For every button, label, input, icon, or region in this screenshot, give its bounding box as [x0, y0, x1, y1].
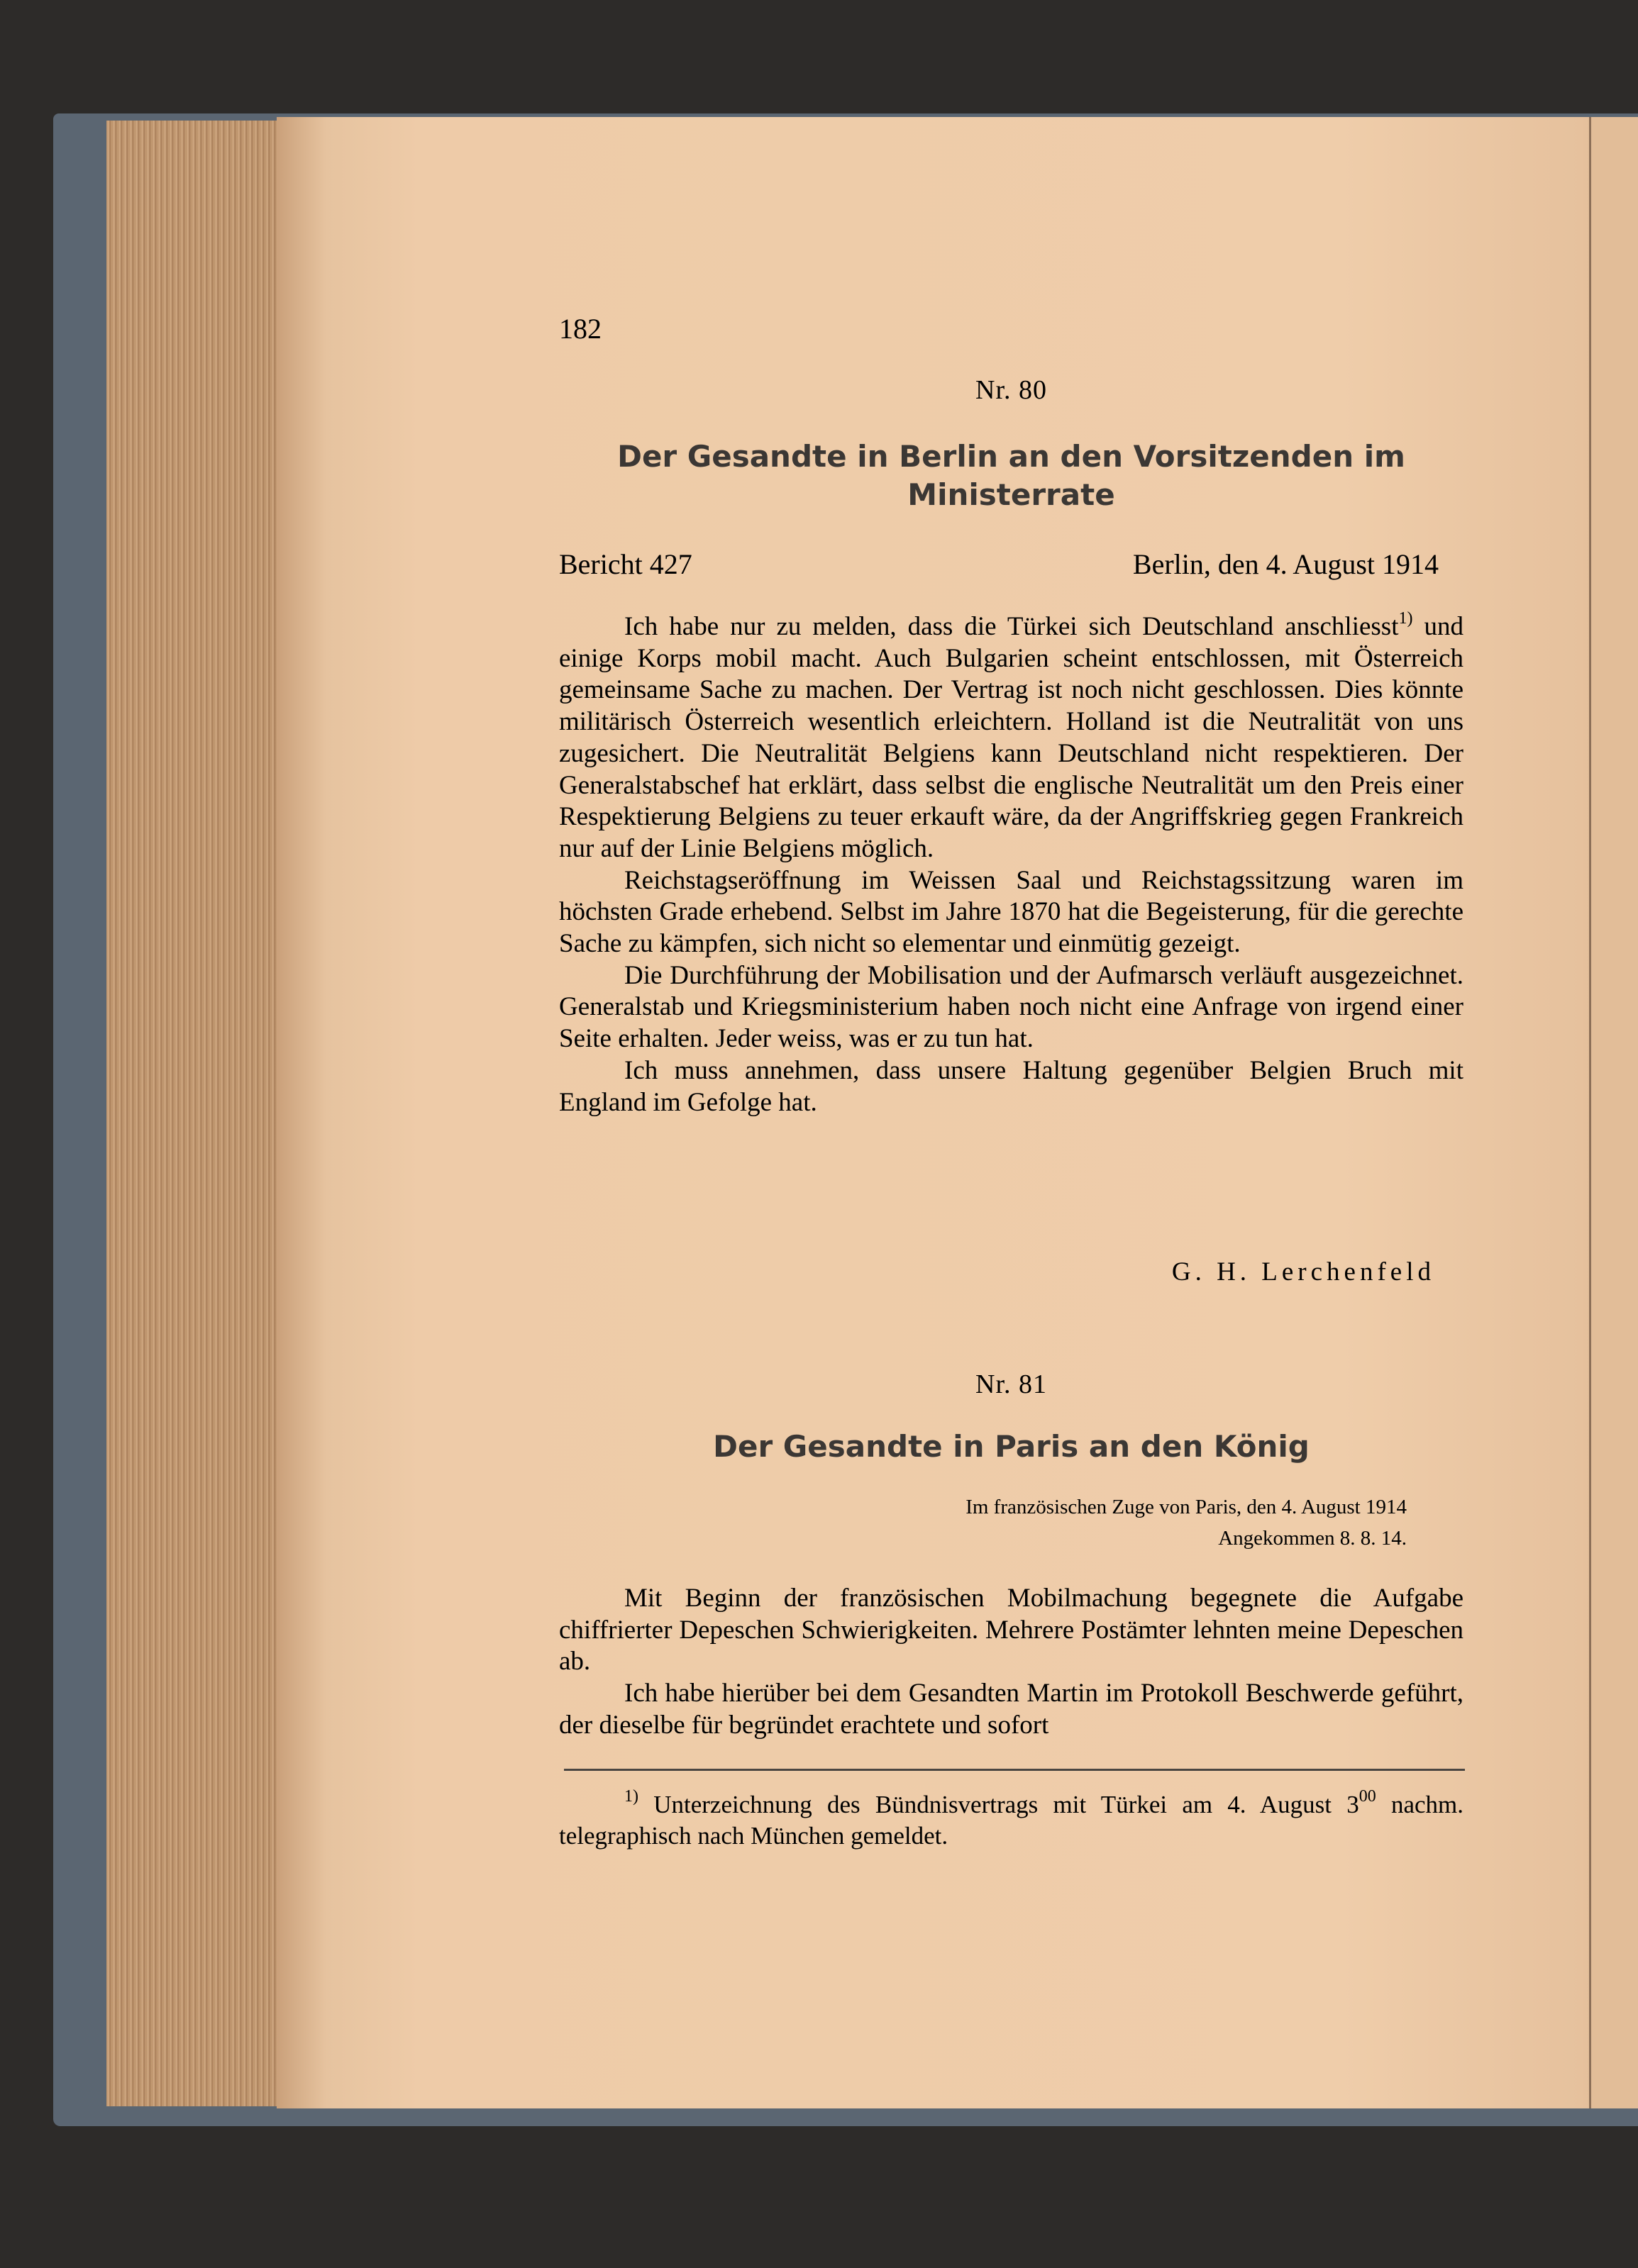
footnote: [559, 1789, 1463, 1852]
doc-81-number: Nr. 81: [975, 1369, 1047, 1399]
doc-80-paragraph-4: Ich muss annehmen, dass unsere Haltung gegenüber Belgien Bruch mit England im Gefolge hat.: [559, 1055, 1463, 1117]
doc-80-number-wrap: [559, 374, 1463, 406]
doc-81-body: [559, 1583, 1463, 1742]
doc-81-paragraph-2: Ich habe hierüber bei dem Gesandten Martin im Protokoll Beschwerde geführt, der dieselbe für begründet erachtete und sofort: [559, 1679, 1463, 1740]
doc-81-paragraph-1: Mit Beginn der französischen Mobilmachung begegnete die Aufgabe chiffrierter Depeschen Schwierigkeiten. Mehrere Postämter lehnten meine Depeschen ab.: [559, 1584, 1463, 1677]
doc-81-place-date: Im französischen Zuge von Paris, den 4. August 1914: [965, 1496, 1407, 1518]
page-number: 182: [559, 313, 602, 345]
doc-81-dateline: [559, 1491, 1463, 1554]
doc-80-title: [559, 438, 1463, 514]
doc-81-title: Der Gesandte in Paris an den König: [713, 1429, 1310, 1464]
doc-80-number: Nr. 80: [975, 375, 1047, 405]
footnote-mark: 1): [624, 1787, 638, 1806]
footnote-time: 3: [1346, 1791, 1359, 1818]
footnote-reference: 1): [1398, 609, 1413, 628]
doc-80-p1-text-b: und einige Korps mobil macht. Auch Bulgarien scheint entschlossen, mit Österreich gemeinsame Sache zu machen. Der Vertrag ist noch nicht geschlossen. Dies könnte militärisch Österreich wesentlich erleichtern. Holland ist die Neutralität von uns zugesichert. Die Neutralität Belgiens kann Deutschland nicht respektieren. Der Generalstabschef hat erklärt, dass selbst die englische Neutralität um den Preis einer Respektierung Belgiens zu teuer erkauft wäre, da der Angriffskrieg gegen Frankreich nur auf der Linie Belgiens möglich.: [559, 612, 1464, 863]
doc-80-body: [559, 611, 1463, 1118]
doc-80-p1-text-a: Ich habe nur zu melden, dass die Türkei sich Deutschland anschliesst: [624, 612, 1399, 641]
doc-80-meta: [559, 547, 1439, 581]
doc-80-signature: G. H. Lerchenfeld: [1171, 1257, 1435, 1286]
doc-81-received: Angekommen 8. 8. 14.: [1218, 1527, 1407, 1550]
doc-81-number-wrap: [559, 1369, 1463, 1400]
doc-80-place-date: Berlin, den 4. August 1914: [1132, 548, 1439, 580]
doc-80-report-number: Bericht 427: [559, 548, 692, 580]
page-edges: [106, 121, 298, 2106]
doc-80-title-line1: Der Gesandte in Berlin an den Vorsitzenden im: [617, 439, 1405, 474]
doc-80-paragraph-1: [559, 611, 1463, 865]
doc-80-title-line2: Ministerrate: [907, 477, 1115, 512]
doc-80-paragraph-2: Reichstagseröffnung im Weissen Saal und Reichstagssitzung waren im höchsten Grade erhebend. Selbst im Jahre 1870 hat die Begeisterung, für die gerechte Sache zu kämpfen, sich nicht so elementar und einmütig gezeigt.: [559, 865, 1463, 959]
doc-80-paragraph-3: Die Durchführung der Mobilisation und der Aufmarsch verläuft ausgezeichnet. Generalstab und Kriegsministerium haben noch nicht eine Anfrage von irgend einer Seite erhalten. Jeder weiss, was er zu tun hat.: [559, 960, 1463, 1054]
footnote-text-b: nachm. telegraphisch nach München gemeldet.: [559, 1791, 1463, 1850]
doc-80-signature-wrap: [559, 1257, 1463, 1287]
next-page-edge: [1589, 117, 1638, 2108]
doc-81-title-wrap: [559, 1428, 1463, 1466]
footnote-divider: [564, 1769, 1465, 1771]
footnote-text: [559, 1789, 1463, 1852]
footnote-time-minutes: 00: [1358, 1787, 1376, 1806]
footnote-text-a: Unterzeichnung des Bündnisvertrags mit Türkei am 4. August: [638, 1791, 1347, 1818]
